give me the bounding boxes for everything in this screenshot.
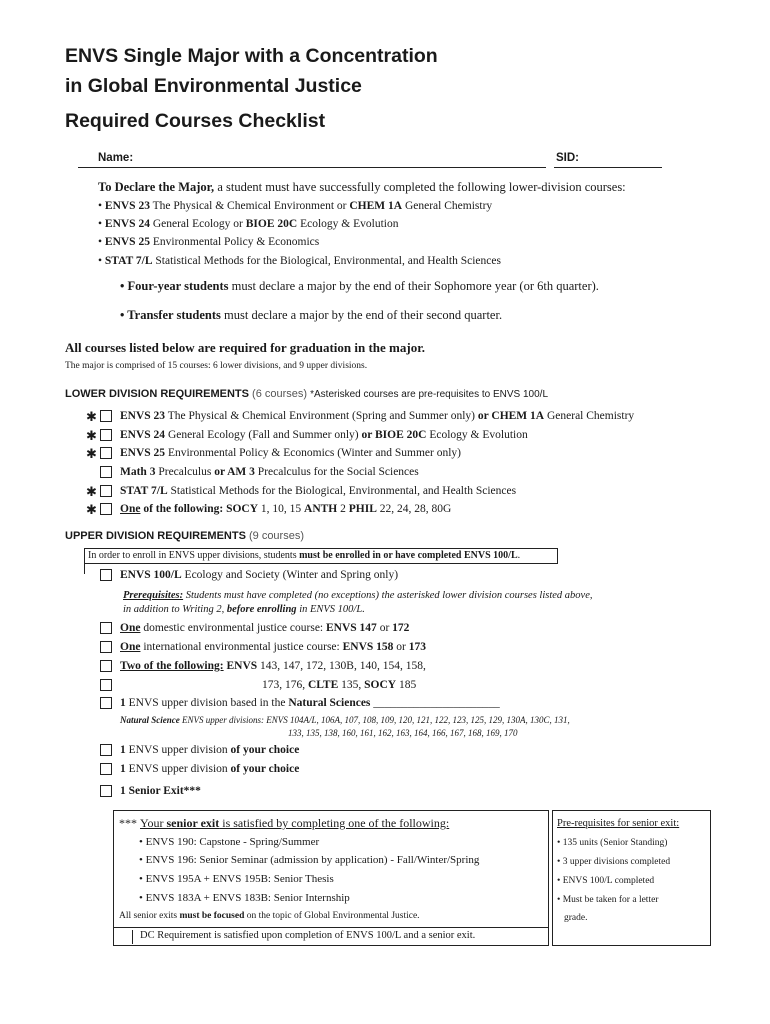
asterisk-icon: ✱ (86, 447, 97, 462)
checkbox-envs100[interactable] (100, 569, 112, 581)
checkbox-envs24[interactable] (100, 429, 112, 441)
four-year-note: • Four-year students must declare a major by the end of their Sophomore year (or 6th quarter). (120, 279, 599, 293)
title-line-1: ENVS Single Major with a Concentration (65, 45, 438, 67)
lower-division-heading: LOWER DIVISION REQUIREMENTS (6 courses) *Asterisked courses are pre-requisites to ENVS 100/L (65, 388, 548, 400)
checkbox-one-of-following[interactable] (100, 503, 112, 515)
checkbox-international-ej[interactable] (100, 641, 112, 653)
lower-item-envs23: ENVS 23 The Physical & Chemical Environment (Spring and Summer only) or CHEM 1A General Chemistry (120, 410, 635, 422)
asterisk-icon: ✱ (86, 429, 97, 444)
exit-option-195: • ENVS 195A + ENVS 195B: Senior Thesis (139, 873, 334, 885)
prereq-item-upper-divs: • 3 upper divisions completed (557, 857, 671, 867)
lower-item-math3: Math 3 Precalculus or AM 3 Precalculus for the Social Sciences (120, 466, 419, 478)
all-courses-sub: The major is comprised of 15 courses: 6 lower divisions, and 9 upper divisions. (65, 361, 368, 371)
upper-item-two-of-following-cont: 173, 176, CLTE 135, SOCY 185 (262, 679, 417, 691)
exit-option-190: • ENVS 190: Capstone - Spring/Summer (139, 836, 320, 848)
prereq-box-title: Pre-requisites for senior exit: (557, 818, 680, 829)
lower-item-envs24: ENVS 24 General Ecology (Fall and Summer only) or BIOE 20C Ecology & Evolution (120, 429, 528, 441)
natural-science-list-line1: Natural Science ENVS upper divisions: ENVS 104A/L, 106A, 107, 108, 109, 120, 121, 122, 123, 125, 129, 130A, 130C, 131, (120, 715, 570, 725)
asterisk-icon: ✱ (86, 410, 97, 425)
upper-item-international-ej: One international environmental justice course: ENVS 158 or 173 (120, 641, 427, 653)
declare-course-1: • ENVS 23 The Physical & Chemical Environment or CHEM 1A General Chemistry (98, 200, 493, 212)
asterisk-icon: ✱ (86, 485, 97, 500)
all-courses-heading: All courses listed below are required for graduation in the major. (65, 340, 426, 355)
upper-item-choice-1: 1 ENVS upper division of your choice (120, 744, 300, 756)
transfer-note: • Transfer students must declare a major by the end of their second quarter. (120, 308, 503, 322)
upper-division-heading: UPPER DIVISION REQUIREMENTS (9 courses) (65, 530, 304, 542)
exit-focus-note: All senior exits must be focused on the topic of Global Environmental Justice. (119, 911, 420, 921)
name-label: Name: (98, 152, 134, 164)
divider (113, 927, 549, 928)
checkbox-dc-requirement[interactable] (119, 930, 133, 944)
natural-science-list-line2: 133, 135, 138, 160, 161, 162, 163, 164, 166, 167, 168, 169, 170 (288, 728, 518, 738)
checkbox-two-of-following-2[interactable] (100, 679, 112, 691)
declare-course-2: • ENVS 24 General Ecology or BIOE 20C Ecology & Evolution (98, 218, 399, 230)
checkbox-stat7[interactable] (100, 485, 112, 497)
exit-option-183: • ENVS 183A + ENVS 183B: Senior Internship (139, 892, 350, 904)
lower-item-one-of-following: One of the following: SOCY 1, 10, 15 ANTH 2 PHIL 22, 24, 28, 80G (120, 503, 452, 515)
checkbox-two-of-following-1[interactable] (100, 660, 112, 672)
checkbox-senior-exit[interactable] (100, 785, 112, 797)
exit-option-196: • ENVS 196: Senior Seminar (admission by application) - Fall/Winter/Spring (139, 854, 480, 866)
prereq-item-letter-grade: • Must be taken for a letter (557, 895, 659, 905)
upper-item-two-of-following: Two of the following: ENVS 143, 147, 172, 130B, 140, 154, 158, (120, 660, 426, 672)
checkbox-natural-sciences[interactable] (100, 697, 112, 709)
enroll-note: In order to enroll in ENVS upper divisions, students must be enrolled in or have completed ENVS 100/L. (88, 550, 521, 561)
upper-item-choice-2: 1 ENVS upper division of your choice (120, 763, 300, 775)
declare-course-4: • STAT 7/L Statistical Methods for the Biological, Environmental, and Health Sciences (98, 255, 501, 267)
sid-field-line[interactable] (554, 167, 662, 168)
title-line-3: Required Courses Checklist (65, 110, 326, 132)
prereq-item-units: • 135 units (Senior Standing) (557, 838, 668, 848)
enroll-note-connector (84, 564, 85, 574)
upper-item-domestic-ej: One domestic environmental justice course: ENVS 147 or 172 (120, 622, 410, 634)
checkbox-envs25[interactable] (100, 447, 112, 459)
declare-course-3: • ENVS 25 Environmental Policy & Economics (98, 236, 320, 248)
checkbox-domestic-ej[interactable] (100, 622, 112, 634)
name-field-line[interactable] (78, 167, 546, 168)
prereq-note-line2: in addition to Writing 2, before enrolling in ENVS 100/L. (123, 604, 365, 615)
senior-exit-heading: *** Your senior exit is satisfied by completing one of the following: (119, 816, 450, 830)
upper-item-envs100: ENVS 100/L Ecology and Society (Winter and Spring only) (120, 569, 399, 581)
lower-item-envs25: ENVS 25 Environmental Policy & Economics (Winter and Summer only) (120, 447, 461, 459)
checkbox-math3[interactable] (100, 466, 112, 478)
prereq-item-letter-grade-cont: grade. (564, 913, 588, 923)
upper-item-senior-exit: 1 Senior Exit*** (120, 785, 201, 797)
checkbox-choice-2[interactable] (100, 763, 112, 775)
declare-intro: To Declare the Major, a student must have successfully completed the following lower-division courses: (98, 180, 626, 194)
lower-item-stat7: STAT 7/L Statistical Methods for the Biological, Environmental, and Health Sciences (120, 485, 517, 497)
checkbox-choice-1[interactable] (100, 744, 112, 756)
dc-requirement-note: DC Requirement is satisfied upon completion of ENVS 100/L and a senior exit. (140, 930, 476, 941)
checkbox-envs23[interactable] (100, 410, 112, 422)
prereq-item-envs100: • ENVS 100/L completed (557, 876, 655, 886)
sid-label: SID: (556, 152, 579, 164)
title-line-2: in Global Environmental Justice (65, 75, 362, 97)
prereq-note-line1: Prerequisites: Students must have completed (no exceptions) the asterisked lower division courses listed above, (123, 590, 593, 601)
upper-item-natural-sciences: 1 ENVS upper division based in the Natural Sciences ______________________ (120, 697, 500, 709)
asterisk-icon: ✱ (86, 503, 97, 518)
